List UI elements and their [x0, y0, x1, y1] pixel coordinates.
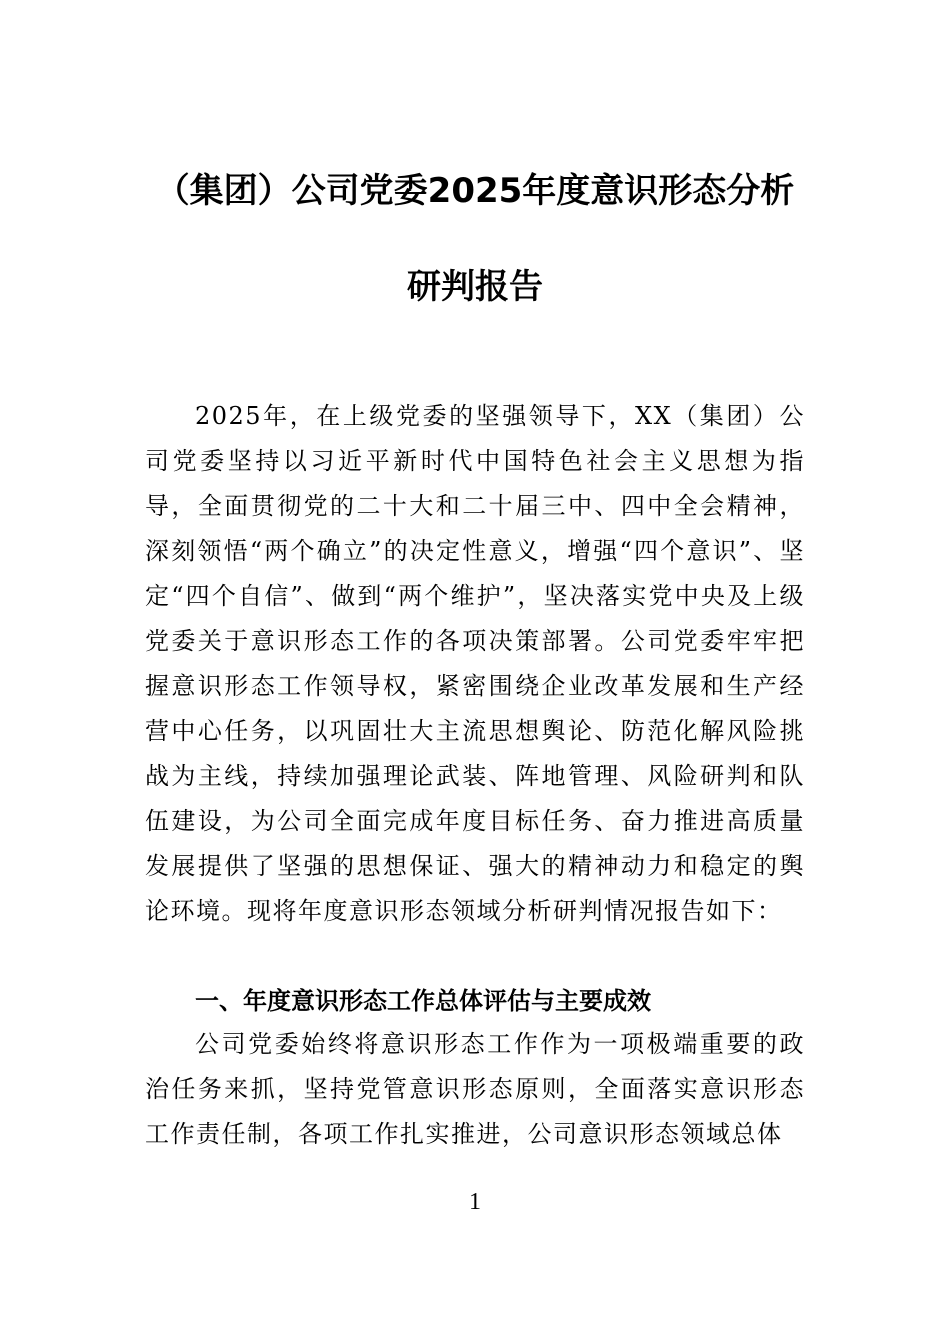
page-number: 1 [469, 1189, 481, 1215]
document-title-line-2: 研判报告 [407, 267, 543, 307]
document-title-line-1: （集团）公司党委2025年度意识形态分析 [155, 171, 795, 211]
section-1-heading: 一、年度意识形态工作总体评估与主要成效 [195, 987, 651, 1015]
section-1-paragraph: 公司党委始终将意识形态工作作为一项极端重要的政治任务来抓，坚持党管意识形态原则，全面落实意识形态工作责任制，各项工作扎实推进，公司意识形态领域总体 [145, 1030, 805, 1148]
intro-paragraph: 2025年，在上级党委的坚强领导下，XX（集团）公司党委坚持以习近平新时代中国特色社会主义思想为指导，全面贯彻党的二十大和二十届三中、四中全会精神，深刻领悟“两个确立”的决定性意义，增强“四个意识”、坚定“四个自信”、做到“两个维护”，坚决落实党中央及上级党委关于意识形态工作的各项决策部署。公司党委牢牢把握意识形态工作领导权，紧密围绕企业改革发展和生产经营中心任务，以巩固壮大主流思想舆论、防范化解风险挑战为主线，持续加强理论武装、阵地管理、风险研判和队伍建设，为公司全面完成年度目标任务、奋力推进高质量发展提供了坚强的思想保证、强大的精神动力和稳定的舆论环境。现将年度意识形态领域分析研判情况报告如下： [145, 402, 805, 925]
